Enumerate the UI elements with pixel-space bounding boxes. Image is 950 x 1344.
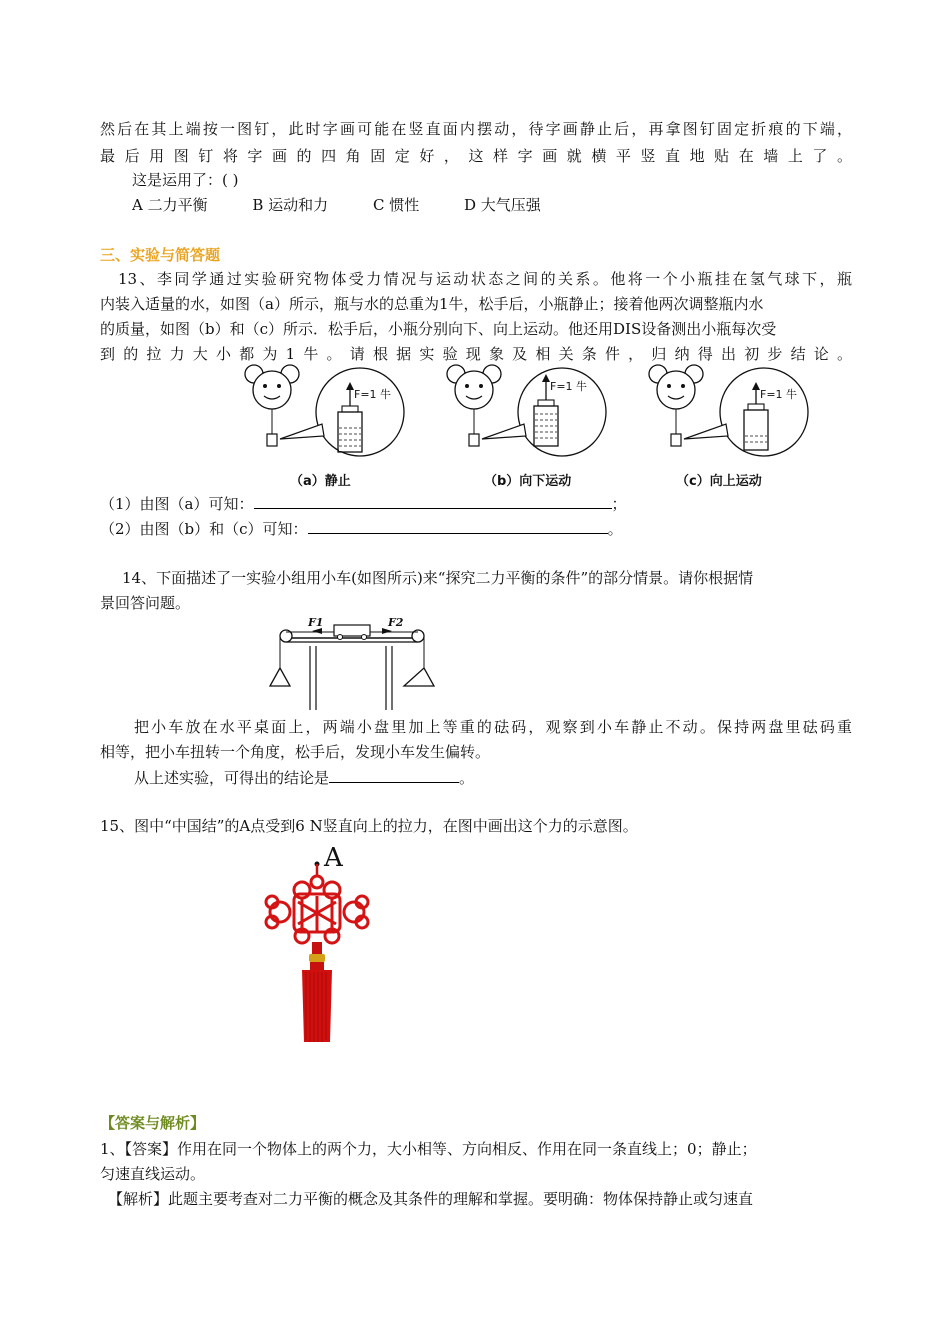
q13-answer2-prefix: （2）由图（b）和（c）可知： — [100, 520, 308, 538]
q13-answer-line-1 — [100, 492, 852, 515]
q12-text-line2: 最后用图钉将字画的四角固定好，这样字画就横平竖直地贴在墙上了。 — [100, 147, 852, 165]
q13-text-line3: 的质量，如图（b）和（c）所示．松手后，小瓶分别向下、向上运动。他还用DIS设备测出小瓶每次受 — [100, 320, 777, 338]
answers-heading: 【答案与解析】 — [100, 1114, 206, 1132]
chinese-knot-figure — [262, 842, 372, 1050]
answer1-line1: 1、【答案】作用在同一个物体上的两个力，大小相等、方向相反、作用在同一条直线上；0；静止； — [100, 1140, 757, 1158]
q14-cart-figure — [266, 612, 438, 710]
q14-conclusion-end: 。 — [459, 769, 475, 787]
q13-caption-b: （b）向下运动 — [484, 474, 572, 489]
q13-text-line1: 13、李同学通过实验研究物体受力情况与运动状态之间的关系。他将一个小瓶挂在氢气球下，瓶 — [118, 270, 852, 288]
q12-text-line1: 然后在其上端按一图钉，此时字画可能在竖直面内摆动，待字画静止后，再拿图钉固定折痕的下端， — [100, 120, 852, 138]
force-label-a: F=1 牛 — [354, 388, 392, 401]
f2-label: F2 — [388, 616, 404, 629]
q14-conclusion — [134, 766, 852, 789]
q13-text-line2: 内装入适量的水，如图（a）所示，瓶与水的总重为1牛，松手后，小瓶静止；接着他两次调整瓶内水 — [100, 295, 764, 313]
force-label-b: F=1 牛 — [550, 380, 588, 393]
q12-option-c: C 惯性 — [372, 196, 420, 214]
q12-options — [132, 194, 852, 216]
q14-para-line2: 相等，把小车扭转一个角度，松手后，发现小车发生偏转。 — [100, 743, 491, 761]
q13-answer-line-2 — [100, 517, 852, 540]
q15-text: 15、图中“中国结”的A点受到6 N竖直向上的拉力，在图中画出这个力的示意图。 — [100, 817, 638, 835]
answer1-line2: 匀速直线运动。 — [100, 1165, 206, 1183]
q12-question: 这是运用了：( ) — [132, 171, 239, 189]
answer1-analysis: 【解析】此题主要考查对二力平衡的概念及其条件的理解和掌握。要明确：物体保持静止或匀速直 — [108, 1190, 754, 1208]
q14-conclusion-blank[interactable] — [329, 766, 459, 783]
q13-answer1-blank[interactable] — [254, 492, 612, 509]
q14-text-line2: 景回答问题。 — [100, 594, 191, 612]
f1-label: F1 — [308, 616, 324, 629]
q13-caption-a: （a）静止 — [290, 474, 351, 489]
q13-figure-a — [240, 364, 420, 460]
q13-answer2-blank[interactable] — [308, 517, 608, 534]
q13-figure-b — [442, 364, 622, 460]
q12-option-b: B 运动和力 — [252, 196, 329, 214]
q14-conclusion-prefix: 从上述实验，可得出的结论是 — [134, 769, 330, 787]
section-heading: 三、实验与简答题 — [100, 246, 221, 264]
q13-figure-c — [644, 364, 824, 460]
q13-answer1-prefix: （1）由图（a）可知： — [100, 495, 254, 513]
q12-option-d: D 大气压强 — [464, 196, 541, 214]
q13-answer2-end: 。 — [607, 520, 623, 538]
q13-text-line4: 到的拉力大小都为1牛。请根据实验现象及相关条件，归纳得出初步结论。 — [100, 345, 852, 363]
q14-para-line1: 把小车放在水平桌面上，两端小盘里加上等重的砝码，观察到小车静止不动。保持两盘里砝码重 — [134, 718, 852, 736]
force-label-c: F=1 牛 — [760, 388, 798, 401]
q12-option-a: A 二力平衡 — [132, 196, 208, 214]
q13-answer1-end: ； — [611, 495, 627, 513]
point-a-label: A — [324, 843, 343, 873]
q14-text-line1: 14、下面描述了一实验小组用小车(如图所示)来“探究二力平衡的条件”的部分情景。请你根据情 — [122, 569, 754, 587]
q13-caption-c: （c）向上运动 — [676, 474, 762, 489]
